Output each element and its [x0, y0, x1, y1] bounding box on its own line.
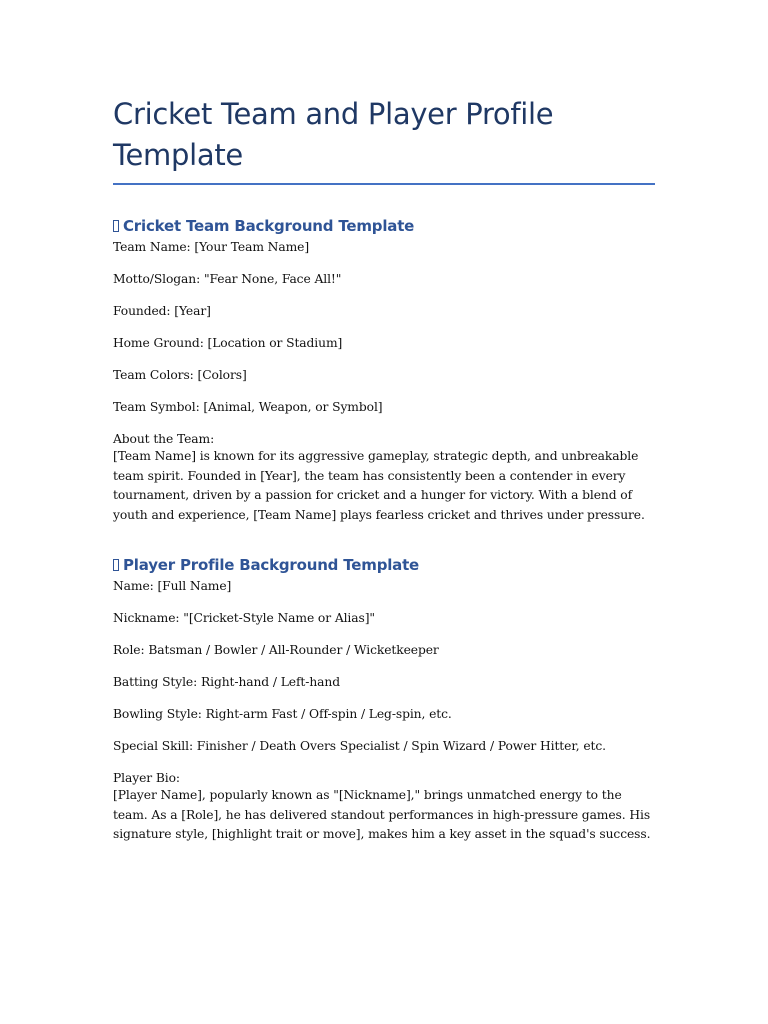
player-bio-label: Player Bio: [113, 771, 180, 785]
team-name-field: Team Name: [Your Team Name] [113, 240, 310, 254]
document-title: Cricket Team and Player Profile Template [113, 94, 655, 185]
player-special-skill-field: Special Skill: Finisher / Death Overs Specialist / Spin Wizard / Power Hitter, etc. [113, 739, 606, 753]
about-team-label: About the Team: [113, 432, 215, 446]
team-founded-field: Founded: [Year] [113, 304, 211, 318]
team-symbol-field: Team Symbol: [Animal, Weapon, or Symbol] [113, 400, 383, 414]
player-name-field: Name: [Full Name] [113, 579, 232, 593]
team-motto-field: Motto/Slogan: "Fear None, Face All!" [113, 272, 342, 286]
player-batting-style-field: Batting Style: Right-hand / Left-hand [113, 675, 340, 689]
missing-glyph-icon [113, 220, 119, 232]
player-role-field: Role: Batsman / Bowler / All-Rounder / Wicketkeeper [113, 643, 439, 657]
player-section-heading [113, 555, 655, 575]
team-section-heading-text: Cricket Team Background Template [123, 217, 415, 235]
document-page [113, 94, 655, 845]
about-team-text: [Team Name] is known for its aggressive gameplay, strategic depth, and unbreakable team spirit. Founded in [Year], the team has consistently been a contender in every tournament, driven by a passion for cricket and a hunger for victory. With a blend of youth and experience, [Team Name] plays fearless cricket and thrives under pressure. [113, 449, 645, 522]
missing-glyph-icon [113, 559, 119, 571]
player-nickname-field: Nickname: "[Cricket-Style Name or Alias]" [113, 611, 375, 625]
player-bowling-style-field: Bowling Style: Right-arm Fast / Off-spin / Leg-spin, etc. [113, 707, 452, 721]
team-colors-field: Team Colors: [Colors] [113, 368, 247, 382]
team-home-ground-field: Home Ground: [Location or Stadium] [113, 336, 343, 350]
player-bio-text: [Player Name], popularly known as "[Nickname]," brings unmatched energy to the team. As a [Role], he has delivered standout performances in high-pressure games. His signature style, [highlight trait or move], makes him a key asset in the squad's success. [113, 788, 651, 841]
player-section-heading-text: Player Profile Background Template [123, 556, 420, 574]
team-section-heading [113, 216, 655, 236]
